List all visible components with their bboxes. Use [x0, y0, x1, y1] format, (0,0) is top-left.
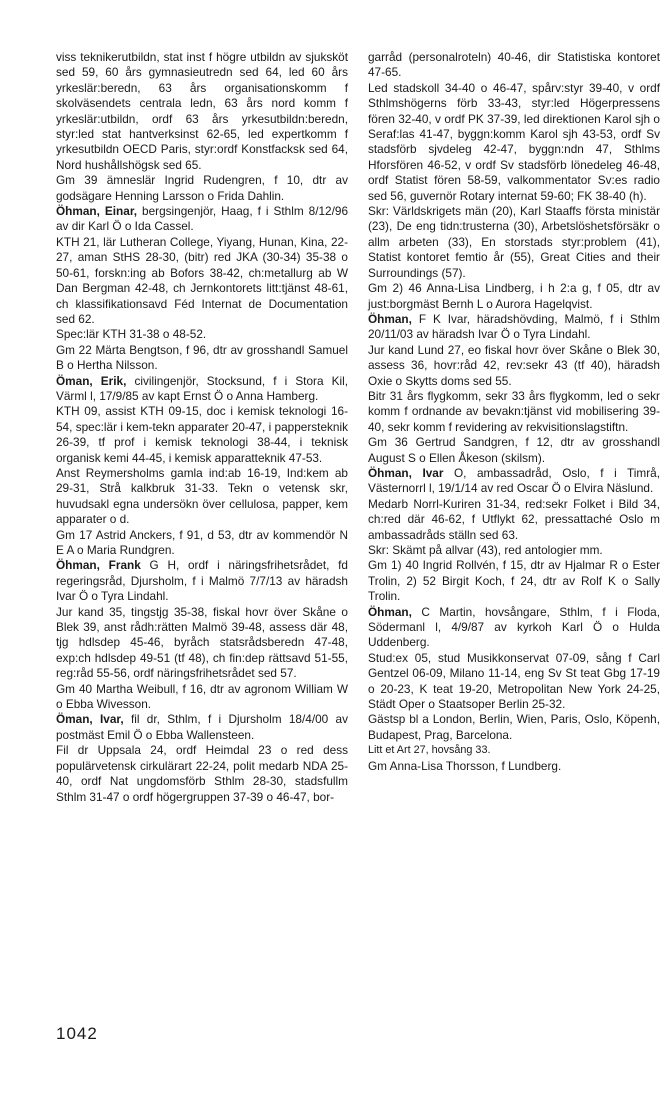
- entry-text: G H, ordf i näringsfrihetsrådet, fd regeringsråd, Djursholm, f i Malmö 7/7/13 av häradsh Ivar Ö o Tyra Lindahl.: [56, 558, 348, 604]
- entry-erik-oman: [56, 374, 348, 405]
- entry-name: Öman, Ivar,: [56, 712, 124, 727]
- entry-text: civilingenjör, Stocksund, f i Stora Kil, Värml l, 17/9/85 av kapt Ernst Ö o Anna Hamberg.: [56, 373, 348, 403]
- right-para-7: Gm 36 Gertrud Sandgren, f 12, dtr av grosshandl August S o Ellen Åkeson (skilsm).: [368, 435, 660, 465]
- right-para-13: Stud:ex 05, stud Musikkonservat 07-09, sång f Carl Gentzel 06-09, Milano 11-14, eng Sv St teat Gbg 17-19 o 20-23, K teat 19-20, Metropolitan New York 24-25, Städt Oper o Staatsoper Berlin 25-32.: [368, 650, 660, 712]
- right-column: [368, 50, 660, 774]
- entry-ivar-o-ohman: [368, 466, 660, 497]
- entry-name: Öhman, Ivar: [368, 465, 444, 480]
- page-number: 1042: [56, 1024, 98, 1043]
- entry-martin-ohman: [368, 605, 660, 651]
- entry-frank-ohman: [56, 558, 348, 604]
- entry-einar-ohman: [56, 204, 348, 235]
- entry-name: Öhman, Einar,: [56, 204, 138, 219]
- right-para-2: Skr: Världskrigets män (20), Karl Staaffs första ministär (23), De eng tidn:trusterna (30), Arbetslöshetsförsäkr o allm arbeten (33), En storstads styr:problem (41), Statist kontoret femtio år (55), Great Cities and their Surroundings (57).: [368, 204, 660, 280]
- right-para-14: Gästsp bl a London, Berlin, Wien, Paris, Oslo, Köpenh, Budapest, Prag, Barcelona.: [368, 712, 660, 742]
- left-para-3: KTH 21, lär Lutheran College, Yiyang, Hunan, Kina, 22-27, aman StHS 28-30, (bitr) red JKA (30-34) 35-38 o 50-61, forskn:ing ab Bofors 38-42, ch:metallurg ab W Dan Bergman 42-48, ch Jernkontorets litt:tjänst 48-61, ch klassifikationsavd Féd Internat de Documentation sed 62.: [56, 234, 348, 326]
- left-para-7: KTH 09, assist KTH 09-15, doc i kemisk teknologi 16-54, spec:lär i kem-tekn apparater 20-47, i pappersteknik 26-39, tf prof i kemisk teknologi 38-44, i teknisk organisk kemi 44-45, i kemisk apparatteknik 47-53.: [56, 404, 348, 465]
- right-para-3: Gm 2) 46 Anna-Lisa Lindberg, i h 2:a g, f 05, dtr av just:borgmäst Bernh L o Aurora Hagelqvist.: [368, 281, 660, 311]
- left-para-4: Spec:lär KTH 31-38 o 48-52.: [56, 327, 207, 342]
- right-para-9: Medarb Norrl-Kuriren 31-34, red:sekr Folket i Bild 34, ch:red där 46-62, f Utflykt 62, pressattaché Oslo m ambassadråds ställn sed 63.: [368, 496, 660, 542]
- right-para-6: Bitr 31 års flygkomm, sekr 33 års flygkomm, led o sekr komm f ordnande av bevakn:tjänst vid mobilisering 39-40, sekr komm f revidering av rekvisitionslagstiftn.: [368, 388, 660, 434]
- right-para-15: Litt et Art 27, hovsång 33.: [368, 744, 491, 757]
- left-para-8: Anst Reymersholms gamla ind:ab 16-19, Ind:kem ab 29-31, Strå kalkbruk 31-33. Tekn o vetensk skr, huvudsakl egna undersökn över cellulosa, papper, kem apparater o d.: [56, 465, 348, 527]
- left-para-1: Gm 39 ämneslär Ingrid Rudengren, f 10, dtr av godsägare Henning Larsson o Frida Dahlin.: [56, 173, 348, 203]
- entry-text: F K Ivar, häradshövding, Malmö, f i Sthlm 20/11/03 av häradsh Ivar Ö o Tyra Lindahl.: [368, 311, 660, 342]
- right-para-1: Led stadskoll 34-40 o 46-47, spårv:styr 39-40, v ordf Sthlmshögerns förb 33-43, styr:led Högerpressens fören 32-40, v ordf PK 37-39, led direktionen Karol sjh o Seraf:las 41-47, byggn:komm Karol sjh 43-53, ordf Sv stadsförb sjvdeleg 42-47, byggn:ndn 47, Sthlms Hforsfören 46-52, v ordf Sv stadsförb lönedeleg 46-48, ordf Statist fören 58-59, valkommentator Sv:es radio sed 56, guvernör Rotary internat 59-60; FK 38-40 (h).: [368, 80, 660, 203]
- entry-name: Öhman,: [368, 604, 412, 619]
- right-para-16: Gm Anna-Lisa Thorsson, f Lundberg.: [368, 758, 562, 773]
- left-column: [56, 50, 348, 805]
- entry-name: Öman, Erik,: [56, 373, 127, 388]
- left-para-9: Gm 17 Astrid Anckers, f 91, d 53, dtr av kommendör N E A o Maria Rundgren.: [56, 527, 348, 557]
- right-para-5: Jur kand Lund 27, eo fiskal hovr över Skåne o Blek 30, assess 36, hovr:råd 42, rev:sekr 43 (tf 40), häradsh Oxie o Skytts doms sed 55.: [368, 342, 660, 388]
- entry-text: C Martin, hovsångare, Sthlm, f i Floda, Södermanl l, 4/9/87 av kyrkoh Karl Ö o Hulda Uddenberg.: [368, 604, 660, 650]
- entry-name: Öhman,: [368, 311, 412, 326]
- left-para-5: Gm 22 Märta Bengtson, f 96, dtr av grosshandl Samuel B o Hertha Nilsson.: [56, 342, 348, 373]
- entry-text: bergsingenjör, Haag, f i Sthlm 8/12/96 av dir Karl Ö o Ida Cassel.: [56, 204, 349, 234]
- left-para-0: viss teknikerutbildn, stat inst f högre utbildn av sjuksköt sed 59, 60 års gymnasieutredn sed 64, led 60 års yrkeslär:beredn, 63 års organisationskomm f skolväsendets centrala ledn, 63 års nord komm f yrkeslär:utbildn, ordf 63 års yrkesutbildn:beredn, styr:led stat hantverksinst 62-65, led expertkomm f yrkesutbildn OECD Paris, styr:ordf Konstfacksk sed 64, Nord hushållshögsk sed 65.: [56, 50, 348, 172]
- entry-ivar-oman: [56, 712, 348, 743]
- entry-text: O, ambassadråd, Oslo, f i Timrå, Västernorrl l, 19/1/14 av red Oscar Ö o Elvira Näslund.: [368, 465, 661, 496]
- right-para-11: Gm 1) 40 Ingrid Rollvén, f 15, dtr av Hjalmar R o Ester Trolin, 2) 52 Birgit Koch, f 24, dtr av Rolf K o Sally Trolin.: [368, 558, 660, 604]
- left-para-14: Fil dr Uppsala 24, ordf Heimdal 23 o red dess populärvetensk cirkulärart 22-24, polit medarb NDA 25-40, ordf Nat ungdomsförb Sthlm 28-30, stadsfullm Sthlm 31-47 o ordf högergruppen 37-39 o 46-47, bor-: [56, 743, 348, 804]
- right-para-0: garråd (personalroteln) 40-46, dir Statistiska kontoret 47-65.: [368, 50, 660, 80]
- left-para-11: Jur kand 35, tingstjg 35-38, fiskal hovr över Skåne o Blek 39, anst rådh:rätten Malmö 39-48, assess där 48, tjg hdlsdep 45-46, byråch statsrådsberedn 47-48, exp:ch hdlsdep 49-51 (tf 48), ch fin:dep rättsavd 51-55, reg:råd 55-56, ordf näringsfrihetsrådet sed 57.: [56, 604, 348, 681]
- entry-fk-ivar-ohman: [368, 312, 660, 343]
- entry-name: Öhman, Frank: [56, 558, 141, 573]
- left-para-12: Gm 40 Martha Weibull, f 16, dtr av agronom William W o Ebba Wivesson.: [56, 681, 348, 712]
- right-para-10: Skr: Skämt på allvar (43), red antologier mm.: [368, 543, 603, 557]
- entry-text: fil dr, Sthlm, f i Djursholm 18/4/00 av postmäst Emil Ö o Ebba Wallensteen.: [56, 712, 348, 742]
